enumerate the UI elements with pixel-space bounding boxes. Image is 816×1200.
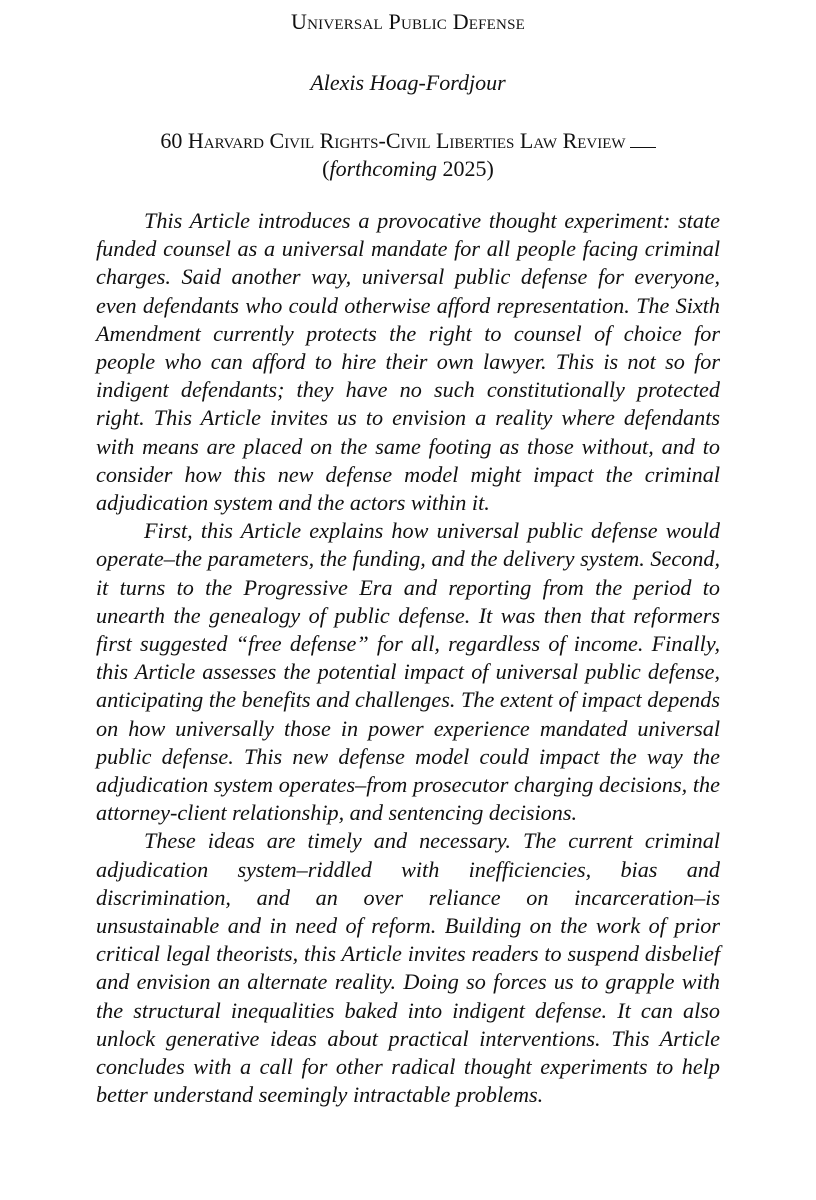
abstract xyxy=(96,207,720,1110)
citation-year: 2025 xyxy=(442,156,487,181)
paper-title: Universal Public Defense xyxy=(291,9,525,34)
citation-status: forthcoming xyxy=(329,156,438,181)
abstract-paragraph-3: These ideas are timely and necessary. The current criminal adjudication system–riddled with inefficiencies, bias and discrimination, and an over reliance on incarceration–is unsustainable and in need of reform. Building on the work of prior critical legal theorists, this Article invites readers to suspend disbelief and envision an alternate reality. Doing so forces us to grapple with the structural inequalities baked into indigent defense. It can also unlock generative ideas about practical interventions. This Article concludes with a call for other radical thought experiments to help better understand seemingly intractable problems. xyxy=(96,828,720,1108)
abstract-paragraph-2: First, this Article explains how universal public defense would operate–the parameters, the funding, and the delivery system. Second, it turns to the Progressive Era and reporting from the period to unearth the genealogy of public defense. It was then that reformers first suggested “free defense” for all, regardless of income. Finally, this Article assesses the potential impact of universal public defense, anticipating the benefits and challenges. The extent of impact depends on how universally those in power experience mandated universal public defense. This new defense model could impact the way the adjudication system operates–from prosecutor charging decisions, the attorney-client relationship, and sentencing decisions. xyxy=(96,518,720,826)
citation-volume: 60 xyxy=(160,128,183,153)
page-number-blank xyxy=(630,129,656,148)
citation: 60 Harvard Civil Rights-Civil Liberties Law Review (forthcoming 2025) xyxy=(96,127,720,183)
abstract-paragraph-1: This Article introduces a provocative thought experiment: state funded counsel as a universal mandate for all people facing criminal charges. Said another way, universal public defense for everyone, even defendants who could otherwise afford representation. The Sixth Amendment currently protects the right to counsel of choice for people who can afford to hire their own lawyer. This is not so for indigent defendants; they have no such constitutionally protected right. This Article invites us to envision a reality where defendants with means are placed on the same footing as those without, and to consider how this new defense model might impact the criminal adjudication system and the actors within it. xyxy=(96,208,720,516)
paper-page xyxy=(96,0,720,1110)
author-name: Alexis Hoag-Fordjour xyxy=(310,70,506,95)
citation-journal: Harvard Civil Rights-Civil Liberties Law Review xyxy=(187,128,626,153)
